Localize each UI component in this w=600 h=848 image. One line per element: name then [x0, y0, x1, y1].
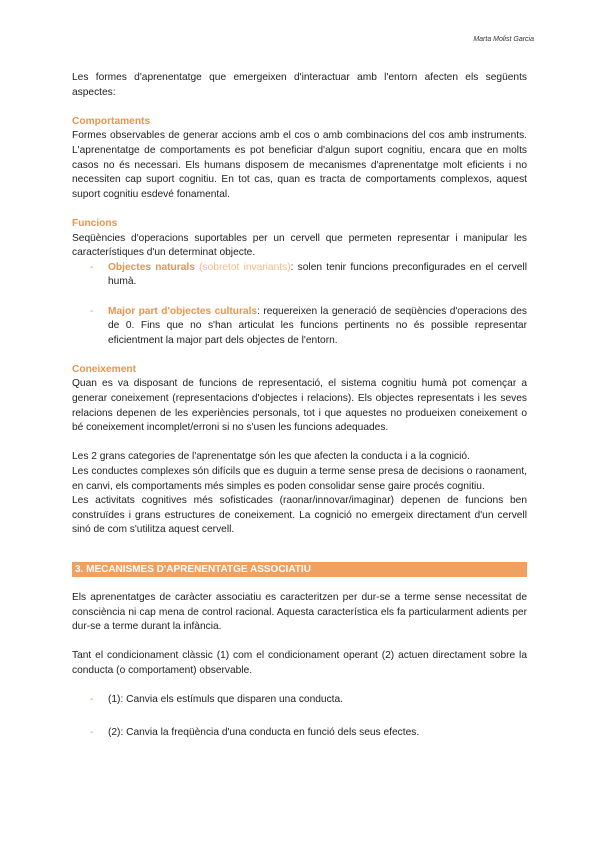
dash-marker: -	[90, 694, 94, 706]
dash-marker: -	[90, 726, 94, 738]
list-item	[72, 305, 527, 349]
item-text: (1): Canvia els estímuls que disparen una conducta.	[108, 694, 344, 706]
section3-paragraph-1: Els aprenentatges de caràcter associatiu es caracteritzen per dur-se a terme sense necessitat de consciència ni cap mena de control racional. Aquesta característica els fa particularment adients per dur-se a terme durant la infància.	[72, 592, 527, 633]
dash-marker: -	[90, 305, 94, 317]
funcions-list	[72, 261, 527, 349]
list-item	[72, 261, 527, 290]
heading-coneixement: Coneixement	[72, 363, 136, 375]
summary-paragraph-2: Les conductes complexes són difícils que es duguin a terme sense presa de decisions o raonament, en canvi, els comportaments més simples es poden consolidar sense gaire procés cognitiu.	[72, 466, 527, 492]
list-item	[72, 693, 527, 708]
list-item	[72, 726, 527, 741]
section3-list	[72, 693, 527, 740]
document-body	[72, 71, 527, 740]
item-text: : requereixen la generació de seqüències d'operacions des de 0. Fins que no s'han articulat les funcions pertinents no és possible representar eficientment la major part dels objectes de l'entorn.	[108, 305, 527, 346]
funcions-paragraph: Seqüències d'operacions suportables per un cervell que permeten representar i manipular les característiques d'un determinat objecte.	[72, 232, 527, 259]
dash-marker: -	[90, 261, 94, 273]
coneixement-paragraph: Quan es va disposant de funcions de representació, el sistema cognitiu humà pot començar a generar coneixement (representacions d'objectes i relacions). Els objectes representats i les seves relacions depenen de les experiències personals, tot i que aquestes no produeixen coneixement o bé coneixement incomplet/erroni si no s'usen les funcions adequades.	[72, 378, 527, 434]
item-text: (2): Canvia la freqüència d'una conducta en funció dels seus efectes.	[108, 726, 420, 738]
section3-paragraph-2: Tant el condicionament clàssic (1) com el condicionament operant (2) actuen directament sobre la conducta (o comportament) observable.	[72, 650, 527, 676]
author-name: Marta Molist Garcia	[473, 36, 534, 43]
intro-paragraph: Les formes d'aprenentatge que emergeixen d'interactuar amb l'entorn afecten els següents aspectes:	[72, 72, 527, 98]
item-term: Major part d'objectes culturals	[108, 305, 258, 317]
item-text: : solen tenir funcions preconfigurades en el cervell humà.	[108, 261, 527, 288]
item-term: Objectes naturals	[108, 261, 195, 273]
section-heading-3: 3. MECANISMES D'APRENENTATGE ASSOCIATIU	[72, 562, 527, 577]
summary-paragraph-3: Les activitats cognitives més sofisticades (raonar/innovar/imaginar) depenen de funcions ben construïdes i grans estructures de coneixement. La cognició no emergeix directament d'un cervell sinó de com s'utilitza aquest cervell.	[72, 495, 527, 536]
summary-paragraph-1: Les 2 grans categories de l'aprenentatge són les que afecten la conducta i a la cognició.	[72, 451, 470, 463]
heading-funcions: Funcions	[72, 217, 118, 229]
item-note: (sobretot invariants)	[194, 261, 291, 273]
comportaments-paragraph: Formes observables de generar accions amb el cos o amb combinacions del cos amb instruments. L'aprenentatge de comportaments es pot beneficiar d'algun suport cognitiu, encara que en molts casos no és necessari. Els humans disposem de mecanismes d'aprenentatge molt eficients i no necessiten cap suport cognitiu. En tot cas, quan es tracta de comportaments complexos, aquest suport cognitiu esdevé fonamental.	[72, 130, 527, 200]
heading-comportaments: Comportaments	[72, 115, 151, 127]
